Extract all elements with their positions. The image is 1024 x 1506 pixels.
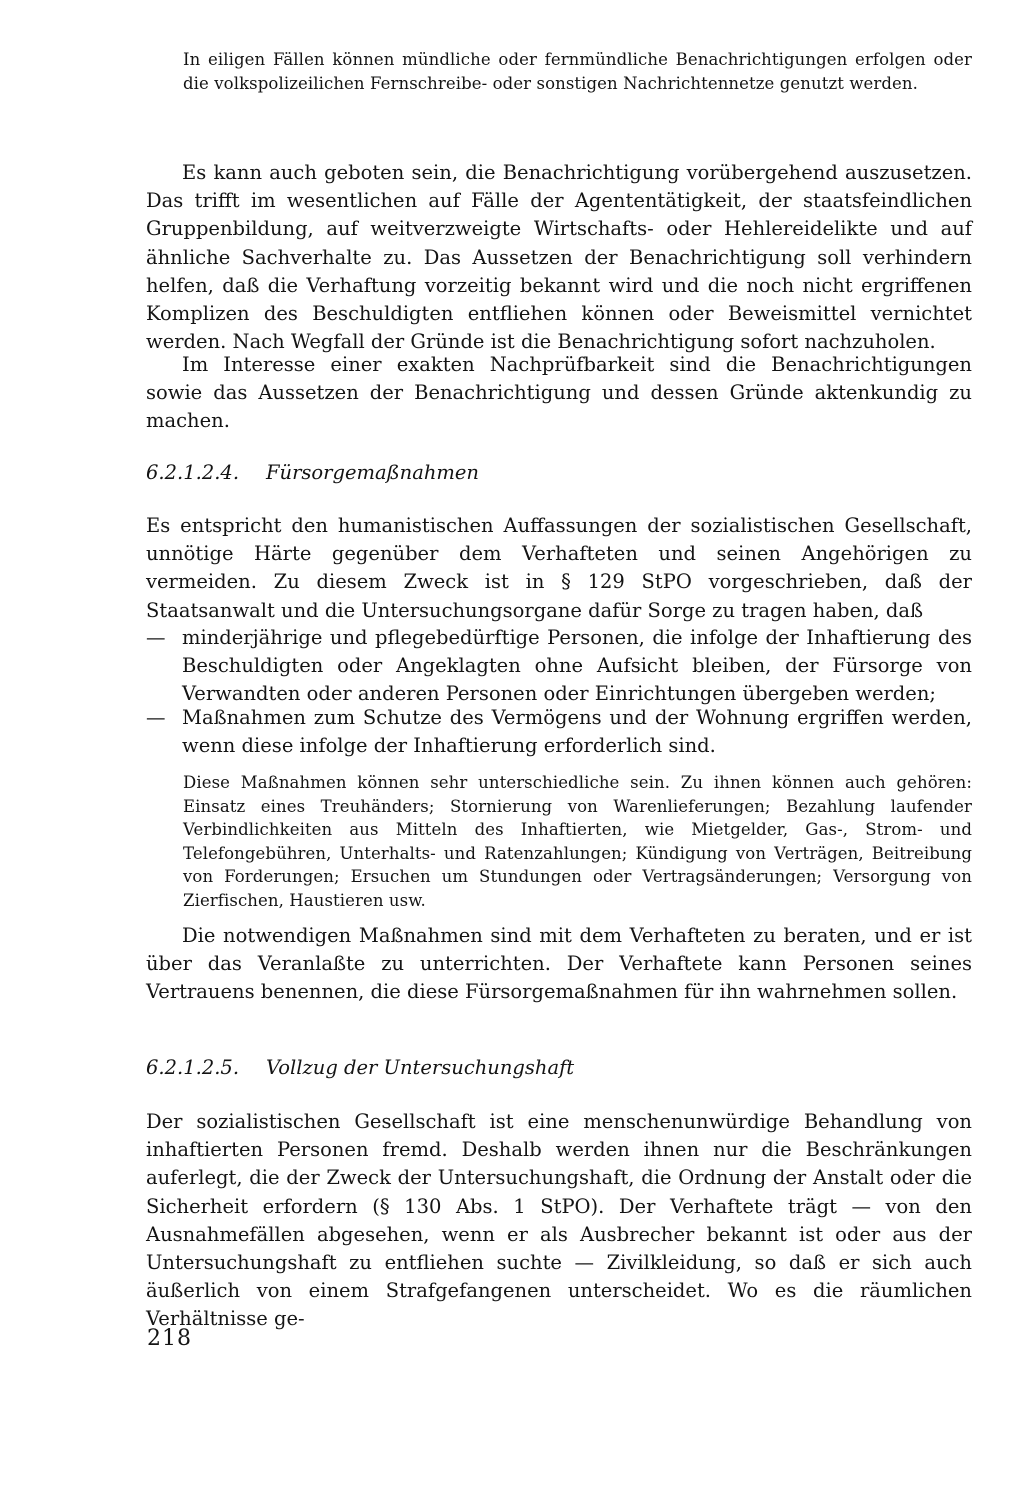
paragraph-detention-conditions: Der sozialistischen Gesellschaft ist eine menschenunwürdige Behandlung von inhaftierten Personen fremd. Deshalb werden ihnen nur die Beschränkungen auferlegt, die der Zweck der Untersuchungshaft, die Ordnung der Anstalt oder die Sicherheit erfordern (§ 130 Abs. 1 StPO). Der Verhaftete trägt — von den Ausnahmefällen abgesehen, wenn er als Ausbrecher bekannt ist oder aus der Untersuchungshaft zu entfliehen suchte — Zivilkleidung, so daß er sich auch äußerlich von einem Strafgefangenen unterscheidet. Wo es die räumlichen Verhältnisse ge-	[146, 1110, 972, 1331]
list-item-property	[146, 704, 972, 760]
small-print-paragraph-notifications: In eiligen Fällen können mündliche oder fernmündliche Benachrichtigungen erfolgen oder die volkspolizeilichen Fernschreibe- oder sonstigen Nachrichtennetze genutzt werden.	[183, 50, 972, 93]
list-item-text: minderjährige und pflegebedürftige Personen, die infolge der Inhaftierung des Beschuldigten oder Angeklagten ohne Aufsicht bleiben, der Fürsorge von Verwandten oder anderen Personen oder Einrichtungen übergeben werden;	[182, 626, 972, 706]
paragraph-documentation: Im Interesse einer exakten Nachprüfbarkeit sind die Benachrichtigungen sowie das Aussetzen der Benachrichtigung und dessen Gründe aktenkundig zu machen.	[146, 353, 972, 433]
paragraph-suspension: Es kann auch geboten sein, die Benachrichtigung vorübergehend auszusetzen. Das trifft im wesentlichen auf Fälle der Agententätigkeit, der staatsfeindlichen Gruppenbildung, auf weitverzweigte Wirtschafts- oder Hehlereidelikte und auf ähnliche Sachverhalte zu. Das Aussetzen der Benachrichtigung soll verhindern helfen, daß die Verhaftung vorzeitig bekannt wird und die noch nicht ergriffenen Komplizen des Beschuldigten entfliehen können oder Beweismittel vernichtet werden. Nach Wegfall der Gründe ist die Benachrichtigung sofort nachzuholen.	[146, 161, 972, 354]
list-dash: —	[146, 626, 166, 649]
paragraph-consultation: Die notwendigen Maßnahmen sind mit dem Verhafteten zu beraten, und er ist über das Veranlaßte zu unterrichten. Der Verhaftete kann Personen seines Vertrauens benennen, die diese Fürsorgemaßnahmen für ihn wahrnehmen sollen.	[146, 924, 972, 1004]
list-dash: —	[146, 706, 166, 729]
list-item-minors	[146, 624, 972, 709]
section-title: Fürsorgemaßnahmen	[266, 461, 479, 484]
section-number: 6.2.1.2.4.	[146, 461, 240, 484]
section-heading-6-2-1-2-5	[146, 1054, 574, 1082]
paragraph-humanist-conceptions: Es entspricht den humanistischen Auffassungen der sozialistischen Gesellschaft, unnötige Härte gegenüber dem Verhafteten und seinen Angehörigen zu vermeiden. Zu diesem Zweck ist in § 129 StPO vorgeschrieben, daß der Staatsanwalt und die Untersuchungsorgane dafür Sorge zu tragen haben, daß	[146, 514, 972, 622]
section-title: Vollzug der Untersuchungshaft	[266, 1056, 575, 1079]
small-print-paragraph-measures: Diese Maßnahmen können sehr unterschiedliche sein. Zu ihnen können auch gehören: Einsatz eines Treuhänders; Stornierung von Warenlieferungen; Bezahlung laufender Verbindlichkeiten aus Mitteln des Inhaftierten, wie Mietgelder, Gas-, Strom- und Telefongebühren, Unterhalts- und Ratenzahlungen; Kündigung von Verträgen, Beitreibung von Forderungen; Ersuchen um Stundungen oder Vertragsänderungen; Versorgung von Zierfischen, Haustieren usw.	[183, 773, 972, 910]
section-heading-6-2-1-2-4	[146, 459, 479, 487]
list-item-text: Maßnahmen zum Schutze des Vermögens und der Wohnung ergriffen werden, wenn diese infolge der Inhaftierung erforderlich sind.	[182, 706, 972, 758]
section-number: 6.2.1.2.5.	[146, 1056, 240, 1079]
page-number: 218	[147, 1326, 192, 1351]
